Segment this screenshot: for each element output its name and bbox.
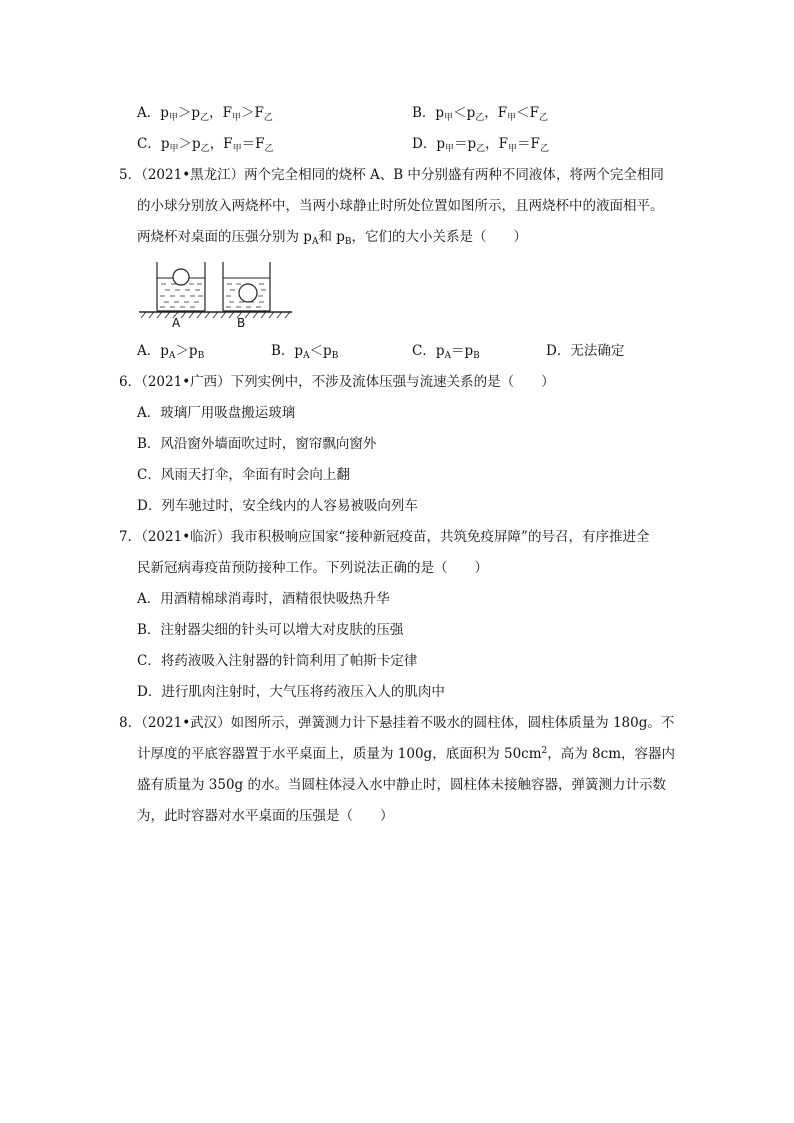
- q4-option-a: A．$p_甲>p_乙$，$F_甲>F_乙$: [137, 105, 273, 123]
- q7-stem-line-2: 民新冠病毒疫苗预防接种工作。下列说法正确的是（ ）: [137, 560, 488, 576]
- q5-option-c: C．$p_A=p_B$: [412, 343, 480, 361]
- q5-stem-line-2: 的小球分别放入两烧杯中，当两小球静止时所处位置如图所示，且两烧杯中的液面相平。: [137, 198, 664, 214]
- q4-option-d: D．$p_甲=p_乙$，$F_甲=F_乙$: [412, 136, 549, 154]
- q7-option-b: B．注射器尖细的针头可以增大对皮肤的压强: [137, 622, 404, 638]
- q6-stem: 6．（2021•广西）下列实例中，不涉及流体压强与流速关系的是（ ）: [119, 374, 555, 390]
- ball-b: [239, 284, 257, 302]
- q6-option-c: C．风雨天打伞，伞面有时会向上翻: [137, 467, 350, 483]
- q6-option-d: D．列车驰过时，安全线内的人容易被吸向列车: [137, 498, 418, 514]
- liquid-dashes-a: [160, 284, 203, 307]
- q5-option-a: A．$p_A>p_B$: [137, 343, 205, 361]
- q8-stem-line-3: 盛有质量为 350g 的水。当圆柱体浸入水中静止时，圆柱体未接触容器，弹簧测力计示数: [137, 777, 666, 793]
- q4-option-c: C．$p_甲>p_乙$，$F_甲=F_乙$: [137, 136, 274, 154]
- q6-option-b: B．风沿窗外墙面吹过时，窗帘飘向窗外: [137, 436, 377, 452]
- beaker-b: [223, 262, 270, 311]
- q7-option-c: C．将药液吸入注射器的针筒利用了帕斯卡定律: [137, 653, 418, 669]
- q5-stem-line-1: 5．（2021•黑龙江）两个完全相同的烧杯 A、B 中分别盛有两种不同液体，将两个完全相同: [119, 167, 664, 183]
- q8-stem-line-2: 计厚度的平底容器置于水平桌面上，质量为 100g，底面积为 $50cm^2$，高为 8cm，容器内: [137, 746, 676, 762]
- q8-stem-line-4: 为，此时容器对水平桌面的压强是（ ）: [137, 808, 394, 824]
- q4-option-b: B．$p_甲<p_乙$，$F_甲<F_乙$: [412, 105, 549, 123]
- beaker-label-a: A: [172, 316, 181, 330]
- q7-option-d: D．进行肌肉注射时，大气压将药液压入人的肌肉中: [137, 684, 445, 700]
- ball-a: [173, 269, 189, 285]
- q6-option-a: A．玻璃厂用吸盘搬运玻璃: [137, 405, 296, 421]
- beakers-figure: [137, 258, 297, 332]
- q8-stem-line-1: 8．（2021•武汉）如图所示，弹簧测力计下悬挂着不吸水的圆柱体，圆柱体质量为 180g。不: [119, 715, 675, 731]
- beaker-label-b: B: [237, 316, 246, 330]
- beaker-a: [157, 262, 205, 311]
- q7-stem-line-1: 7．（2021•临沂）我市积极响应国家“接种新冠疫苗，共筑免疫屏障”的号召，有序推进全: [119, 529, 650, 545]
- table-surface: [139, 312, 292, 318]
- q5-option-d: D．无法确定: [546, 343, 625, 359]
- q5-stem-line-3: 两烧杯对桌面的压强分别为 $p_A$和 $p_B$，它们的大小关系是（ ）: [137, 229, 527, 247]
- q5-option-b: B．$p_A<p_B$: [271, 343, 339, 361]
- q7-option-a: A．用酒精棉球消毒时，酒精很快吸热升华: [137, 591, 390, 607]
